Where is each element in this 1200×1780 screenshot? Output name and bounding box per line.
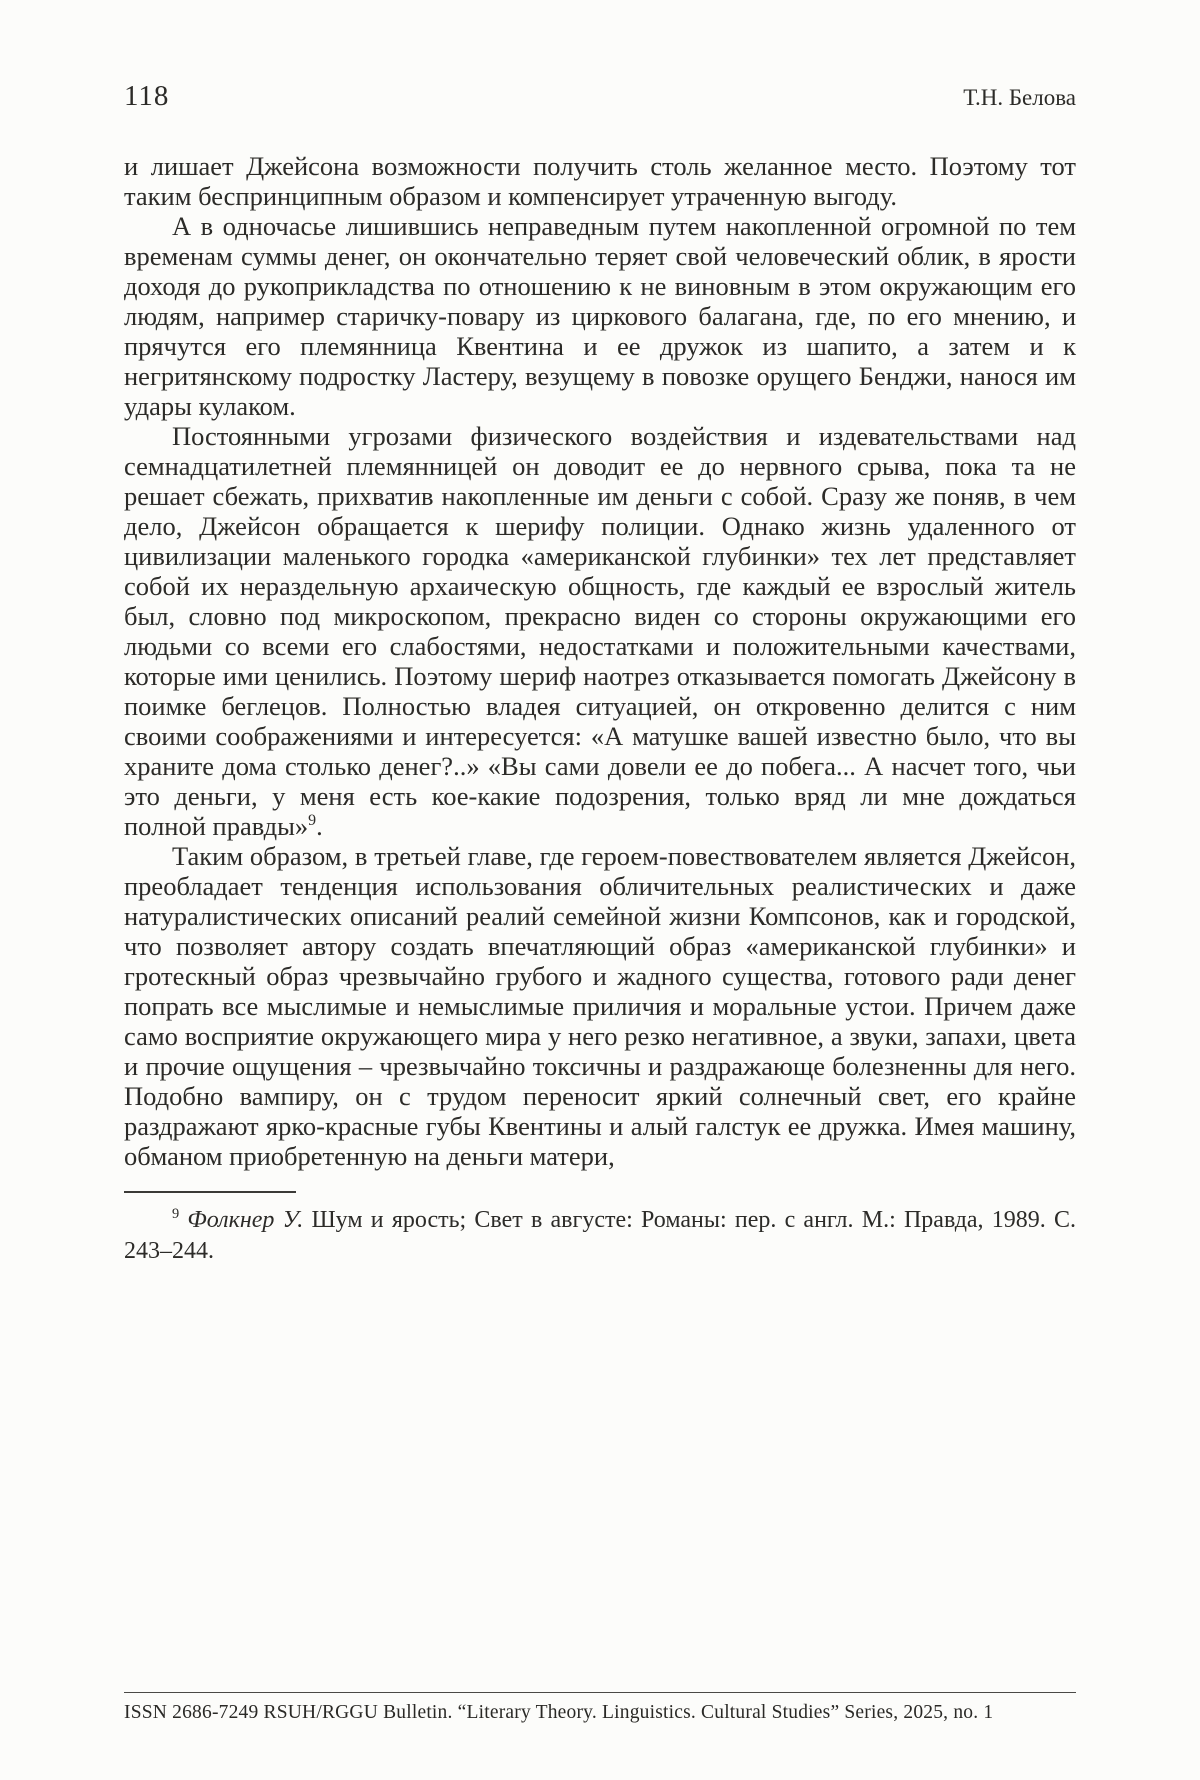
journal-imprint: ISSN 2686-7249 RSUH/RGGU Bulletin. “Literary Theory. Linguistics. Cultural Studies” Series, 2025, no. 1 xyxy=(124,1702,994,1723)
page-footer xyxy=(124,1692,1076,1724)
footnote-marker: 9 xyxy=(172,1206,180,1222)
footnote-author: Фолкнер У. xyxy=(187,1207,304,1233)
footnote xyxy=(124,1205,1076,1267)
body-paragraph-4: Таким образом, в третьей главе, где героем-повествователем является Джейсон, преобладает тенденция использования обличительных реалистических и даже натуралистических описаний реалий семейной жизни Компсонов, как и городской, что позволяет автору создать впечатляющий образ «американской глубинки» и гротескный образ чрезвычайно грубого и жадного существа, готового ради денег попрать все мыслимые и немыслимые приличия и моральные устои. Причем даже само восприятие окружающего мира у него резко негативное, а звуки, запахи, цвета и прочие ощущения – чрезвычайно токсичны и раздражающе болезненны для него. Подобно вампиру, он с трудом переносит яркий солнечный свет, его крайне раздражают ярко-красные губы Квентины и алый галстук ее дружка. Имея машину, обманом приобретенную на деньги матери, xyxy=(124,841,1076,1171)
page-header xyxy=(124,80,1076,113)
footnote-separator-rule xyxy=(124,1191,296,1193)
paragraph-tail: . xyxy=(316,811,323,841)
page-number: 118 xyxy=(124,80,170,112)
body-paragraph-1: и лишает Джейсона возможности получить столь желанное место. Поэтому тот таким беспринципным образом и компенсирует утраченную выгоду. xyxy=(124,151,1076,211)
body-paragraph-3 xyxy=(124,421,1076,841)
running-head-author: Т.Н. Белова xyxy=(963,85,1076,110)
body-paragraph-2: А в одночасье лишившись неправедным путем накопленной огромной по тем временам суммы денег, он окончательно теряет свой человеческий облик, в ярости доходя до рукоприкладства по отношению к не виновным в этом окружающим его людям, например старичку-повару из циркового балагана, где, по его мнению, и прячутся его племянница Квентина и ее дружок из шапито, а затем и к негритянскому подростку Ластеру, везущему в повозке орущего Бенджи, нанося им удары кулаком. xyxy=(124,211,1076,421)
footnote-block xyxy=(124,1191,1076,1267)
footnote-text: Шум и ярость; Свет в августе: Романы: пер. с англ. М.: Правда, 1989. С. 243–244. xyxy=(124,1207,1076,1264)
footnote-reference: 9 xyxy=(308,812,317,830)
paragraph-text: Постоянными угрозами физического воздействия и издевательствами над семнадцатилетней племянницей он доводит ее до нервного срыва, пока та не решает сбежать, прихватив накопленные им деньги с собой. Сразу же поняв, в чем дело, Джейсон обращается к шерифу полиции. Однако жизнь удаленного от цивилизации маленького городка «американской глубинки» тех лет представляет собой их нераздельную архаическую общность, где каждый ее взрослый житель был, словно под микроскопом, прекрасно виден со стороны окружающими его людьми со всеми его слабостями, недостатками и положительными качествами, которые ими ценились. Поэтому шериф наотрез отказывается помогать Джейсону в поимке беглецов. Полностью владея ситуацией, он откровенно делится с ним своими соображениями и интересуется: «А матушке вашей известно было, что вы храните дома столько денег?..» «Вы сами довели ее до побега... А насчет того, чьи это деньги, у меня есть кое-какие подозрения, только вряд ли мне дождаться полной правды» xyxy=(124,421,1076,841)
article-body xyxy=(124,151,1076,1171)
